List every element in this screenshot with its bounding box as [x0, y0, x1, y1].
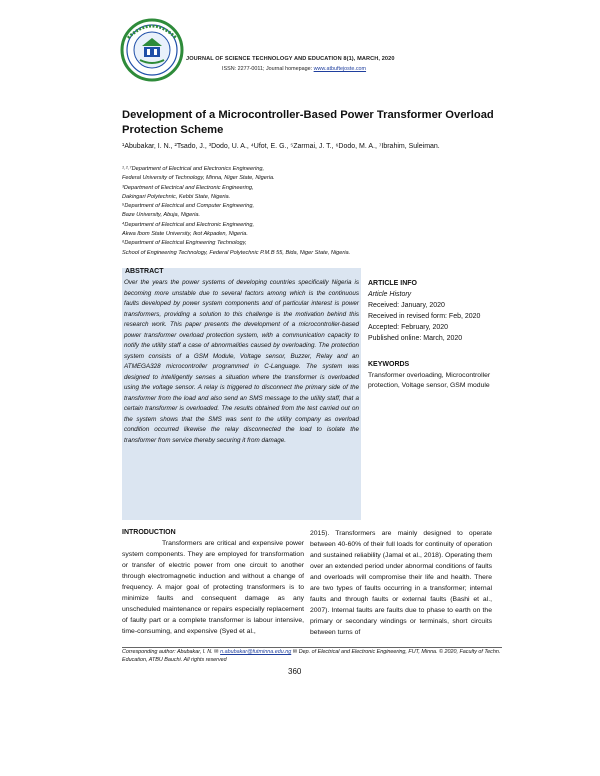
- intro-column-left: [122, 538, 304, 637]
- intro-paragraph-1: Transformers are critical and expensive power system components. They are employed for transformation or transfer of electric power from one circuit to another through electromagnetic induction and without a change of frequency. A major goal of protecting transformers is to minimize faults and consequent damage as any unscheduled maintenance or repairs especially replacement of faulty part or a complete transformer is labour intensive, time-consuming, and expensive (Syed et al.,: [122, 540, 304, 636]
- corresponding-author-note: [122, 648, 502, 664]
- homepage-link[interactable]: www.atbuftejoste.com: [313, 66, 367, 72]
- affiliation-line: ⁴Department of Electrical and Electronic Engineering,: [122, 221, 255, 228]
- author-email-link[interactable]: n.abubakar@futminna.edu.ng: [220, 649, 292, 655]
- article-info: [368, 278, 498, 344]
- abstract-heading: ABSTRACT: [125, 268, 164, 275]
- footnote-suffix: ✉ Dep. of Electrical and Electronic Engineering, FUT, Minna. © 2020, Faculty of Techn. Education, ATBU Bauchi. All rights reserved: [122, 649, 501, 663]
- author-list: ¹Abubakar, I. N., ²Tsado, J., ³Dodo, U. A., ⁴Ufot, E. G., ⁵Zarmai, J. T., ⁶Dodo, M. A., ⁷Ibrahim, Suleiman.: [122, 143, 440, 150]
- article-history-label: Article History: [368, 291, 412, 298]
- affiliation-line: School of Engineering Technology, Federal Polytechnic P.M.B 55, Bida, Niger State, Nigeria.: [122, 249, 351, 256]
- issn-text: ISSN: 2277-0011; Journal homepage:: [222, 66, 314, 72]
- issn-homepage: [222, 66, 366, 72]
- published-date: Published online: March, 2020: [368, 335, 463, 342]
- affiliation-line: ³Department of Electrical and Electronic Engineering,: [122, 184, 254, 191]
- affiliation-line: Dakingari Polytechnic, Kebbi State, Nigeria.: [122, 193, 231, 200]
- accepted-date: Accepted: February, 2020: [368, 324, 449, 331]
- affiliation-line: ¹˒²˒⁷Department of Electrical and Electronics Engineering,: [122, 166, 265, 172]
- affiliation-line: Akwa Ibom State University, Ikot Akpaden, Nigeria.: [122, 231, 248, 238]
- intro-column-right: [310, 528, 492, 638]
- footnote-prefix: Corresponding author: Abubakar, I. N. ✉: [122, 649, 221, 655]
- affiliations: [122, 165, 502, 258]
- affiliation-line: ⁶Department of Electrical Engineering Technology,: [122, 240, 247, 247]
- journal-seal-icon: [120, 18, 184, 82]
- affiliation-line: Baze University, Abuja, Nigeria.: [122, 212, 201, 219]
- journal-name: JOURNAL OF SCIENCE TECHNOLOGY AND EDUCATION 8(1), MARCH, 2020: [186, 56, 395, 62]
- keywords-list: Transformer overloading, Microcontroller protection, Voltage sensor, GSM module: [368, 372, 491, 389]
- revised-date: Received in revised form: Feb, 2020: [368, 313, 481, 320]
- introduction-heading: INTRODUCTION: [122, 529, 176, 536]
- affiliation-line: ⁵Department of Electrical and Computer Engineering,: [122, 203, 255, 210]
- received-date: Received: January, 2020: [368, 302, 445, 309]
- keywords-heading: KEYWORDS: [368, 361, 410, 368]
- journal-logo: [120, 18, 184, 82]
- abstract-body: Over the years the power systems of developing countries specifically Nigeria is becoming more unstable due to several factors among which is the continuous faults developed by power system components and of particular interest is power transformers, providing a solution to this challenge is the motivation behind this research work. This paper presents the development of a microcontroller-based power transformer overload protection system, with a communication capacity to notify the utility staff a case of abnormalities caused by overloading. The protection system consists of a GSM Module, Voltage sensor, Buzzer, Relay and an ATMEGA328 microcontroller programmed in C-Language. The system was designed to intelligently senses a situation where the transformer is overloaded using the voltage sensor. A relay is triggered to disconnect the primary side of the transformer from the load and also send an SMS message to the utility staff, that a certain transformer is overloaded. The results obtained from the test carried out on the system shows that the SMS was sent to the utility company as overload condition occurred likewise the relay disconnected the load to isolate the transformer from service thereby securing it from damage.: [124, 279, 359, 444]
- page-number: 360: [288, 667, 302, 676]
- intro-paragraph-2: 2015). Transformers are mainly designed to operate between 40-60% of their full loads for continuity of operation and sustained reliability (Jamal et al., 2018). Operating them over an extended period under abnormal conditions of faults and overloads will compromise their life and health. There are two types of faults occurring in a transformer; internal faults and through faults or external faults (Bashi et al., 2007). Internal faults are faults due to phase to earth on the primary or secondary windings or terminals, short circuits between turns of: [310, 530, 492, 637]
- article-info-heading: ARTICLE INFO: [368, 280, 417, 287]
- paper-title: Development of a Microcontroller-Based Power Transformer Overload Protection Scheme: [122, 109, 494, 136]
- affiliation-line: Federal University of Technology, Minna, Niger State, Nigeria.: [122, 175, 275, 182]
